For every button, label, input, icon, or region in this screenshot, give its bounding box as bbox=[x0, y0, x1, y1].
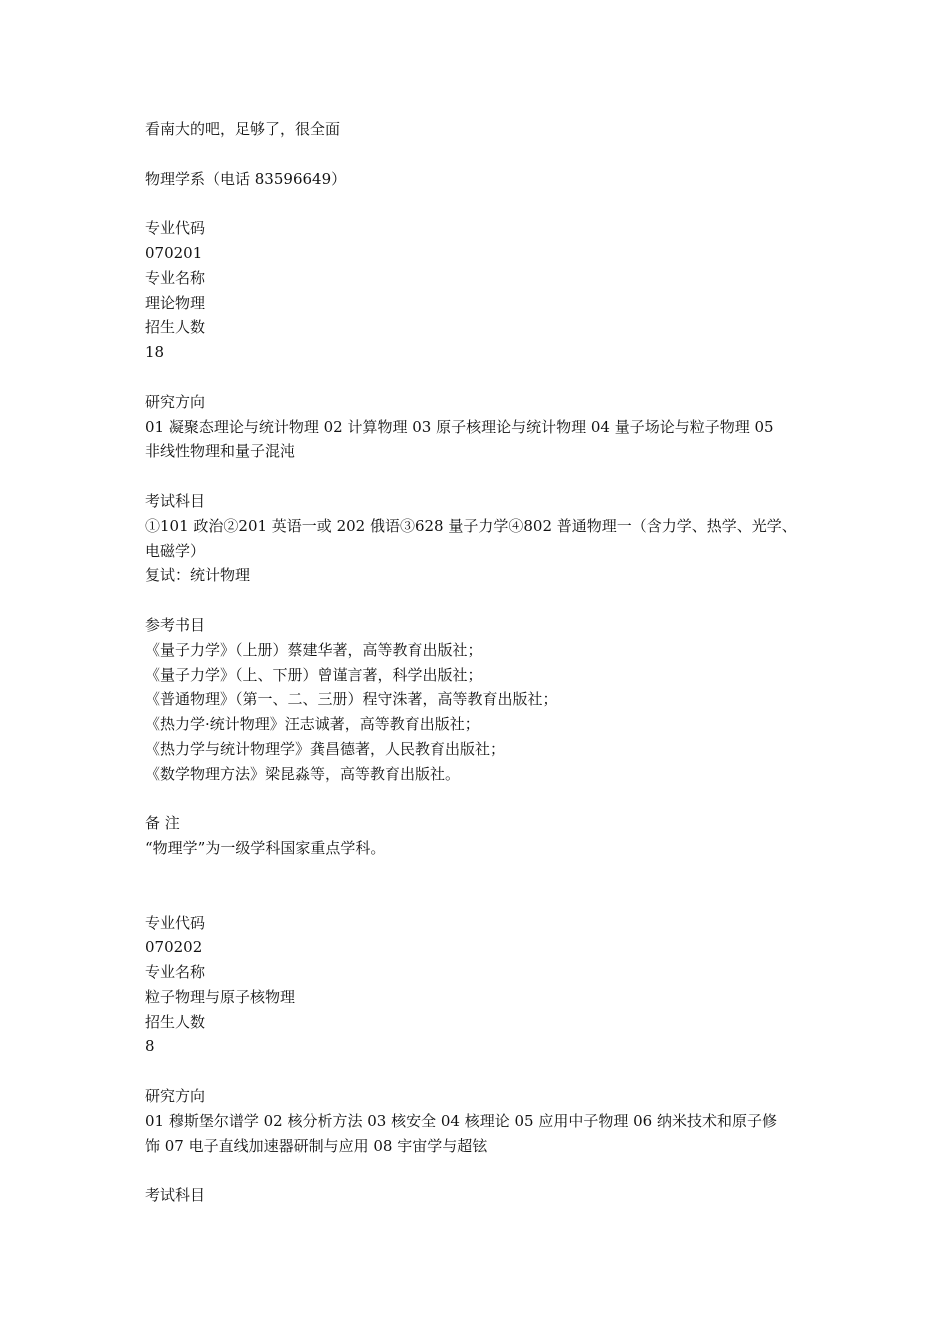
enroll-count: 18 bbox=[145, 343, 165, 362]
name-label: 专业名称 bbox=[145, 963, 206, 982]
name-label: 专业名称 bbox=[145, 268, 206, 287]
research-label: 研究方向 bbox=[145, 392, 206, 411]
book-item: 《量子力学》（上册）蔡建华著，高等教育出版社； bbox=[145, 640, 483, 659]
book-item: 《热力学与统计物理学》龚昌德著，人民教育出版社； bbox=[145, 739, 506, 758]
program-section bbox=[145, 216, 815, 861]
research-line: 饰 07 电子直线加速器研制与应用 08 宇宙学与超铉 bbox=[145, 1136, 488, 1155]
book-item: 《量子力学》（上、下册）曾谨言著，科学出版社； bbox=[145, 665, 483, 684]
exam-line: ①101 政治②201 英语一或 202 俄语③628 量子力学④802 普通物理一（含力学、热学、光学、 bbox=[145, 516, 797, 535]
research-line: 01 凝聚态理论与统计物理 02 计算物理 03 原子核理论与统计物理 04 量子场论与粒子物理 05 bbox=[145, 417, 774, 436]
research-line: 01 穆斯堡尔谱学 02 核分析方法 03 核安全 04 核理论 05 应用中子物理 06 纳米技术和原子修 bbox=[145, 1111, 777, 1130]
book-item: 《普通物理》（第一、二、三册）程守洙著，高等教育出版社； bbox=[145, 690, 558, 709]
exam-label: 考试科目 bbox=[145, 1186, 206, 1205]
book-item: 《热力学·统计物理》汪志诚著，高等教育出版社； bbox=[145, 715, 480, 734]
department-heading: 物理学系（电话 83596649） bbox=[145, 169, 347, 188]
exam-line: 复试：统计物理 bbox=[145, 566, 251, 585]
enroll-count: 8 bbox=[145, 1037, 155, 1056]
book-item: 《数学物理方法》梁昆淼等，高等教育出版社。 bbox=[145, 764, 461, 783]
program-name: 粒子物理与原子核物理 bbox=[145, 987, 296, 1006]
notes-label: 备 注 bbox=[145, 814, 180, 833]
notes-text: “物理学”为一级学科国家重点学科。 bbox=[145, 839, 386, 858]
code-label: 专业代码 bbox=[145, 913, 206, 932]
program-code: 070201 bbox=[145, 243, 203, 262]
research-label: 研究方向 bbox=[145, 1087, 206, 1106]
exam-line: 电磁学） bbox=[145, 541, 206, 560]
intro-text: 看南大的吧，足够了，很全面 bbox=[145, 120, 341, 138]
code-label: 专业代码 bbox=[145, 219, 206, 238]
program-name: 理论物理 bbox=[145, 293, 206, 312]
books-label: 参考书目 bbox=[145, 615, 206, 634]
exam-label: 考试科目 bbox=[145, 491, 206, 510]
document-body bbox=[145, 117, 815, 1208]
research-line: 非线性物理和量子混沌 bbox=[145, 442, 296, 461]
program-section bbox=[145, 911, 815, 1209]
enroll-label: 招生人数 bbox=[145, 1012, 206, 1031]
enroll-label: 招生人数 bbox=[145, 318, 206, 337]
program-code: 070202 bbox=[145, 938, 203, 957]
